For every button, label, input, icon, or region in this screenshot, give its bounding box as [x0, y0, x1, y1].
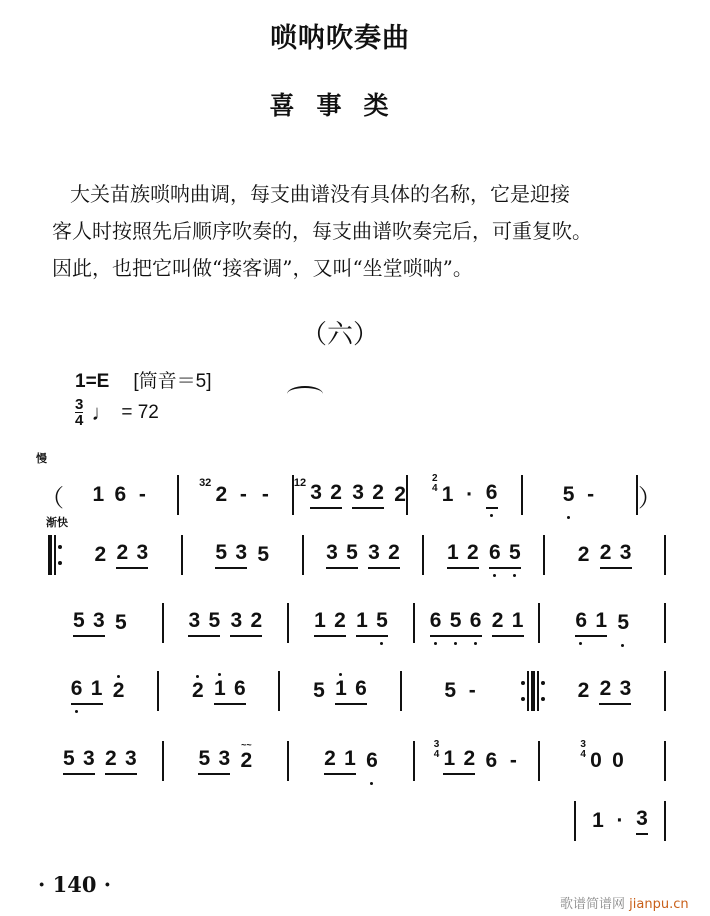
note: 6 [485, 749, 498, 772]
note: 1 [595, 609, 608, 632]
upper-octave-dot [218, 673, 221, 676]
note: 2 [599, 677, 612, 700]
note: - [509, 749, 517, 772]
measure [164, 598, 288, 648]
note: 6 [489, 541, 501, 565]
bar [527, 671, 529, 711]
note: 5 [346, 541, 358, 564]
score-line [38, 736, 666, 786]
open-paren: （ [40, 484, 64, 512]
beam-group [198, 747, 230, 775]
para-line: 因此，也把它叫做“接客调”，又叫“坐堂唢呐”。 [52, 256, 473, 280]
section-number: （六） [300, 320, 379, 350]
score-line [38, 598, 666, 648]
note: · [616, 809, 624, 832]
ts-num: 2 [432, 473, 438, 484]
lower-octave-dot [567, 516, 570, 519]
note: 2 ~~ [240, 740, 253, 772]
bar-line [664, 801, 666, 841]
dot [521, 681, 525, 685]
note: - [468, 679, 476, 702]
note: 3 [230, 609, 243, 632]
lower-octave-dot [513, 574, 516, 577]
note: 2 [116, 541, 129, 564]
note: 3 [636, 807, 648, 830]
note: 2 [577, 543, 590, 566]
note: 2 [372, 481, 384, 504]
beam-group [214, 677, 246, 705]
measure [540, 598, 664, 648]
beam-group [492, 609, 524, 637]
note: 5 [62, 747, 75, 770]
measure [179, 470, 292, 520]
measure [164, 736, 288, 786]
beam-group [443, 747, 475, 775]
note: 6 [355, 677, 367, 700]
score-line [48, 530, 666, 580]
beam-group [335, 677, 367, 705]
note: 3 [619, 541, 632, 564]
note: 1 [511, 609, 524, 632]
note: 3 [619, 677, 632, 700]
measure [540, 736, 664, 786]
note: 3 [188, 609, 201, 632]
note: 5 [617, 611, 629, 635]
note: 1 [443, 747, 456, 770]
note: 5 [563, 483, 575, 507]
page-title: 唢呐吹奏曲 [270, 23, 410, 54]
note: 0 [590, 749, 602, 772]
tempo: = 72 [121, 401, 159, 423]
measure [424, 530, 543, 580]
beam-group [310, 481, 342, 509]
bar-line [664, 603, 666, 643]
tempo-accel: 渐快 [46, 516, 68, 529]
watermark-en: jianpu.cn [629, 897, 689, 912]
note: 2 [113, 679, 125, 703]
note: - [239, 483, 247, 506]
note: 5 [450, 609, 462, 633]
bar-line [664, 741, 666, 781]
beam-group [599, 677, 631, 705]
note: - [261, 483, 269, 506]
lower-octave-dot [454, 642, 457, 645]
note: 3 [136, 541, 149, 564]
note: 6 [575, 609, 587, 633]
beam-group [447, 541, 479, 569]
bar [54, 535, 56, 575]
measure [64, 470, 177, 520]
note: 2 [192, 679, 204, 703]
time-signature [75, 397, 83, 428]
measure [183, 530, 302, 580]
note: 2 [463, 747, 476, 770]
ts-num: 3 [75, 396, 84, 413]
beam-group [73, 609, 105, 637]
bar [537, 671, 539, 711]
note: 1 [592, 809, 604, 832]
note: 3 [124, 747, 137, 770]
note: 3 [82, 747, 95, 770]
beam-group [314, 609, 346, 637]
note: 3 [310, 481, 322, 504]
beam-group [575, 609, 607, 637]
note: 5 [376, 609, 388, 633]
upper-octave-dot [196, 675, 199, 678]
tempo-slow: 慢 [36, 452, 47, 465]
note: 5 [198, 747, 211, 770]
measure [159, 666, 278, 716]
para-line: 大关苗族唢呐曲调，每支曲谱没有具体的名称，它是迎接 [70, 182, 570, 206]
note: 5 [72, 609, 85, 632]
note: 1 [344, 747, 356, 770]
note: 6 [470, 609, 482, 633]
note: 5 [215, 541, 228, 564]
measure [523, 470, 636, 520]
page-number: · 140 · [38, 872, 112, 897]
note: 5 [208, 609, 221, 632]
note: - [587, 483, 595, 506]
note: 1 [446, 541, 459, 564]
note: 6 [71, 677, 83, 701]
note: 5 [114, 611, 127, 634]
note: 6 [486, 481, 498, 505]
quarter-note-icon: ♩ [91, 399, 114, 425]
note: 6 [114, 483, 127, 506]
dot [521, 697, 525, 701]
grace-note: 32 [199, 477, 212, 489]
grace-note: 12 [293, 477, 307, 489]
watermark [560, 893, 689, 912]
measure [38, 666, 157, 716]
note: 2 [466, 541, 479, 564]
measure [38, 736, 162, 786]
score-line [40, 470, 662, 520]
note: 6 [233, 677, 246, 700]
time-signature [432, 474, 438, 494]
note: 5 [313, 679, 325, 702]
note: 2 [491, 609, 504, 632]
measure [289, 736, 413, 786]
note: 2 [330, 481, 342, 504]
note: 2 [599, 541, 612, 564]
beam-group [326, 541, 358, 569]
lower-octave-dot [75, 710, 78, 713]
upper-octave-dot [117, 675, 120, 678]
subtitle: 喜事类 [269, 91, 411, 120]
note: 6 [430, 609, 442, 633]
bar-line [664, 535, 666, 575]
time-signature [580, 740, 586, 760]
key-signature [75, 366, 211, 393]
note: 1 [90, 677, 103, 700]
note: 6 [366, 749, 378, 773]
beam-group [600, 541, 632, 569]
beam-group [356, 609, 388, 637]
ts-den: 4 [75, 412, 84, 429]
beam-group [215, 541, 247, 569]
intro-paragraph [52, 176, 680, 287]
measure [576, 796, 664, 846]
note: 5 [509, 541, 521, 565]
beam-group [188, 609, 220, 637]
note: 3 [368, 541, 380, 564]
note: 3 [235, 541, 248, 564]
lower-octave-dot [621, 644, 624, 647]
beam-group [71, 677, 103, 705]
ts-num: 3 [580, 739, 586, 750]
lower-octave-dot [474, 642, 477, 645]
ts-num: 3 [433, 739, 440, 750]
note: 2 [394, 483, 406, 506]
note: 5 [444, 679, 457, 702]
bar-line [664, 671, 666, 711]
measure [294, 470, 407, 520]
watermark-cn: 歌谱简谱网 [560, 897, 626, 912]
measure [38, 598, 162, 648]
beam-group [368, 541, 400, 569]
lower-octave-dot [370, 782, 373, 785]
measure [402, 666, 521, 716]
note: 0 [612, 749, 624, 772]
note: 1 [92, 483, 105, 506]
thick-bar [48, 535, 52, 575]
lower-octave-dot [493, 574, 496, 577]
note: 1 [356, 609, 368, 632]
upper-octave-dot [339, 673, 342, 676]
note: 2 [104, 747, 117, 770]
note: 1 [314, 609, 326, 632]
beam-group [324, 747, 356, 775]
key: 1=E [75, 371, 110, 392]
beam-group [486, 481, 498, 509]
note: - [138, 483, 146, 506]
beam-group [116, 541, 148, 569]
note: 3 [92, 609, 105, 632]
measure [280, 666, 399, 716]
lower-octave-dot [380, 642, 383, 645]
measure [62, 530, 181, 580]
measure [415, 736, 539, 786]
thick-bar [531, 671, 535, 711]
beam-group [636, 807, 648, 835]
measure [289, 598, 413, 648]
note: 2 [334, 609, 346, 632]
para-line: 客人时按照先后顺序吹奏的，每支曲谱吹奏完后，可重复吹。 [52, 219, 592, 243]
repeat-dots [521, 681, 525, 701]
measure [545, 530, 664, 580]
note: · [466, 483, 474, 506]
lower-octave-dot [434, 642, 437, 645]
note: 2 [215, 483, 228, 506]
trill-mark: ~~ [241, 740, 252, 750]
note: 1 [335, 677, 347, 701]
beam-group [230, 609, 262, 637]
note: 3 [218, 747, 231, 770]
measure [408, 470, 521, 520]
note: 3 [326, 541, 338, 564]
ts-den: 4 [432, 483, 438, 494]
meter [75, 397, 159, 428]
beam-group [105, 747, 137, 775]
beam-group [489, 541, 521, 569]
time-signature [434, 740, 440, 760]
lower-octave-dot [579, 642, 582, 645]
measure [415, 598, 539, 648]
slur [287, 386, 323, 402]
note: 1 [441, 483, 454, 506]
note: 5 [257, 543, 270, 566]
beam-group [430, 609, 482, 637]
note: 2 [250, 609, 263, 632]
measure [304, 530, 423, 580]
ts-den: 4 [580, 749, 586, 760]
note: 2 [577, 679, 590, 702]
note: 3 [352, 481, 364, 504]
beam-group [63, 747, 95, 775]
close-paren: ） [637, 484, 662, 512]
score-line [574, 796, 666, 846]
ts-den: 4 [433, 749, 440, 760]
repeat-start [48, 535, 62, 575]
note: 2 [324, 747, 336, 770]
beam-group [352, 481, 384, 509]
key-note: [筒音＝5] [133, 371, 212, 392]
note: 2 [388, 541, 400, 564]
lower-octave-dot [490, 514, 493, 517]
score-line [38, 666, 666, 716]
note: 1 [214, 677, 226, 701]
repeat-sign [521, 671, 545, 711]
note: 2 [94, 543, 107, 566]
measure [545, 666, 664, 716]
